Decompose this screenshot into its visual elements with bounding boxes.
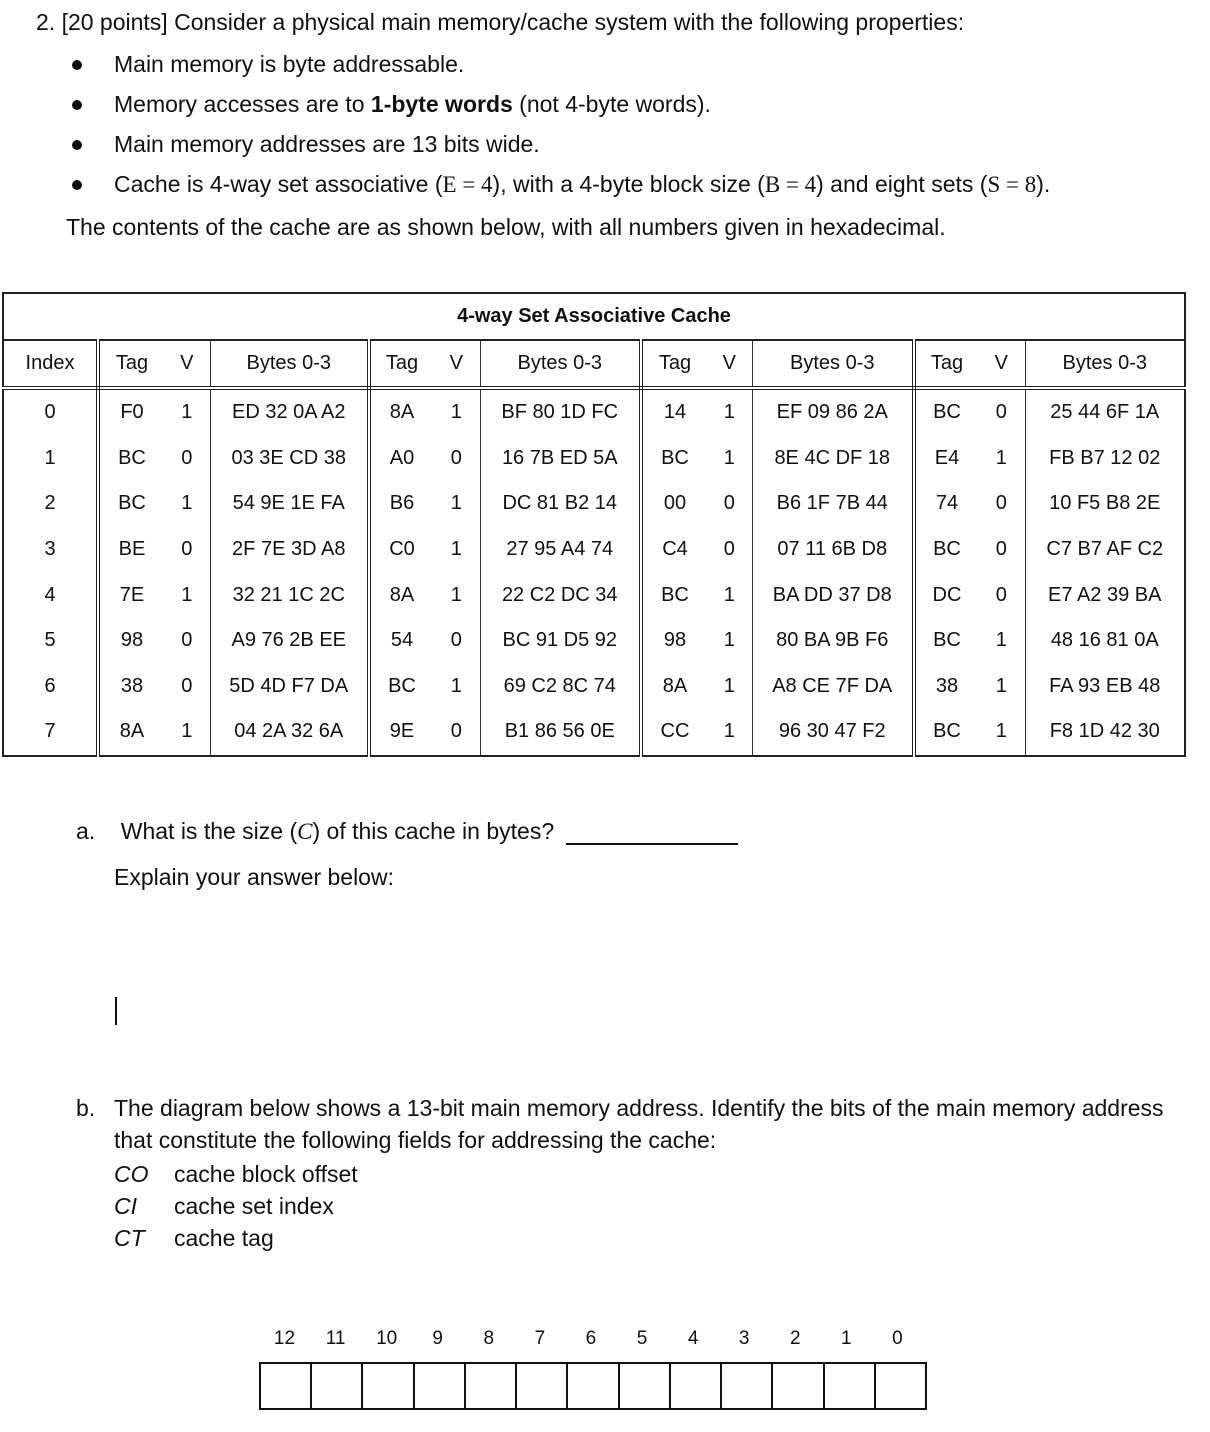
set-index: 0: [3, 388, 98, 436]
problem-heading: 2. [20 points] Consider a physical main memory/cache system with the following properties:: [36, 9, 965, 35]
set-index: 7: [3, 709, 98, 756]
tag-cell: C4: [662, 538, 688, 561]
property-item: [72, 44, 1050, 84]
cache-set-row: [3, 572, 1185, 618]
tag-cell: 8A: [389, 583, 415, 606]
tag-cell: 8A: [389, 401, 415, 424]
tag-cell: A0: [389, 446, 415, 469]
property-text: Cache is 4-way set associative (: [114, 171, 443, 197]
bytes-cell: FB B7 12 02: [1025, 436, 1185, 482]
header-bytes: Bytes 0-3: [752, 340, 914, 388]
bytes-cell: 27 95 A4 74: [480, 527, 641, 573]
valid-cell: 1: [707, 664, 752, 710]
tag-cell: CC: [641, 709, 707, 756]
header-tag: Tag: [98, 340, 164, 388]
tag-cell: BC: [661, 583, 689, 606]
bytes-cell: E7 A2 39 BA: [1025, 572, 1185, 618]
header-tag: Tag: [914, 340, 978, 388]
valid-cell: 0: [164, 436, 210, 482]
property-text: Main memory addresses are 13 bits wide.: [114, 131, 540, 157]
valid-cell: 1: [978, 618, 1025, 664]
field-desc: cache set index: [174, 1193, 334, 1219]
bytes-cell: 22 C2 DC 34: [480, 572, 641, 618]
tag-cell: 9E: [369, 709, 433, 756]
address-bit-box[interactable]: [312, 1364, 363, 1408]
bit-position-label: 7: [534, 1328, 546, 1349]
bytes-cell: B6 1F 7B 44: [752, 481, 914, 527]
answer-blank[interactable]: [566, 819, 738, 845]
tag-cell: 7E: [119, 583, 145, 606]
tag-cell: BC: [933, 538, 961, 561]
bytes-cell: 03 3E CD 38: [210, 436, 369, 482]
bytes-cell: FA 93 EB 48: [1025, 664, 1185, 710]
set-index: 3: [3, 527, 98, 573]
cache-table-title: 4-way Set Associative Cache: [3, 293, 1185, 340]
tag-cell: 38: [935, 674, 959, 697]
bytes-cell: BF 80 1D FC: [480, 388, 641, 436]
bytes-cell: A9 76 2B EE: [210, 618, 369, 664]
tag-cell: 00: [663, 492, 687, 515]
valid-cell: 0: [164, 664, 210, 710]
valid-cell: 0: [978, 572, 1025, 618]
property-text: ).: [1036, 171, 1051, 197]
valid-cell: 1: [978, 436, 1025, 482]
cache-set-row: [3, 664, 1185, 710]
property-text: Main memory is byte addressable.: [114, 51, 465, 77]
tag-cell: 98: [663, 629, 687, 652]
question-a-label: a.: [76, 818, 96, 844]
bit-position-label: 3: [738, 1328, 750, 1349]
tag-cell: DC: [932, 583, 962, 606]
header-valid: V: [433, 340, 480, 388]
bit-position-label: 5: [636, 1328, 648, 1349]
valid-cell: 1: [164, 572, 210, 618]
header-valid: V: [164, 340, 210, 388]
cache-set-row: [3, 709, 1185, 756]
cache-set-row: [3, 436, 1185, 482]
bytes-cell: 25 44 6F 1A: [1025, 388, 1185, 436]
property-text: ) and eight sets (: [816, 171, 988, 197]
tag-cell: 14: [663, 401, 687, 424]
question-a: [76, 818, 738, 845]
valid-cell: 0: [164, 618, 210, 664]
address-bit-box[interactable]: [466, 1364, 517, 1408]
bit-position-label: 12: [273, 1328, 296, 1349]
bytes-cell: A8 CE 7F DA: [752, 664, 914, 710]
set-index: 4: [3, 572, 98, 618]
valid-cell: 0: [433, 709, 480, 756]
bytes-cell: B1 86 56 0E: [480, 709, 641, 756]
bytes-cell: 10 F5 B8 2E: [1025, 481, 1185, 527]
tag-cell: BC: [933, 629, 961, 652]
property-item: [72, 84, 1050, 124]
bytes-cell: 04 2A 32 6A: [210, 709, 369, 756]
bytes-cell: 54 9E 1E FA: [210, 481, 369, 527]
bytes-cell: 2F 7E 3D A8: [210, 527, 369, 573]
field-abbr: CI: [114, 1193, 137, 1219]
tag-cell: BC: [118, 492, 146, 515]
address-bit-box[interactable]: [620, 1364, 671, 1408]
bytes-cell: 80 BA 9B F6: [752, 618, 914, 664]
bytes-cell: 96 30 47 F2: [752, 709, 914, 756]
cache-set-row: [3, 481, 1185, 527]
bit-position-label: 11: [325, 1328, 346, 1349]
property-list: [72, 44, 1050, 204]
tag-cell: 54: [390, 629, 414, 652]
bytes-cell: BC 91 D5 92: [480, 618, 641, 664]
math-s: S = 8: [987, 172, 1037, 197]
set-index: 6: [3, 664, 98, 710]
bit-position-labels: [259, 1328, 925, 1356]
table-intro: The contents of the cache are as shown below, with all numbers given in hexadecimal.: [66, 214, 946, 240]
bytes-cell: 48 16 81 0A: [1025, 618, 1185, 664]
field-definition: [114, 1158, 358, 1190]
field-list: [114, 1158, 358, 1254]
property-item: [72, 164, 1050, 204]
header-valid: V: [978, 340, 1025, 388]
valid-cell: 1: [707, 436, 752, 482]
valid-cell: 0: [707, 527, 752, 573]
cache-set-row: [3, 527, 1185, 573]
bit-position-label: 8: [483, 1328, 495, 1349]
explain-prompt: Explain your answer below:: [114, 864, 394, 890]
bytes-cell: 69 C2 8C 74: [480, 664, 641, 710]
bit-position-label: 4: [687, 1328, 699, 1349]
cache-set-row: [3, 388, 1185, 436]
address-bit-box[interactable]: [415, 1364, 466, 1408]
bit-position-label: 1: [841, 1328, 852, 1349]
bytes-cell: 32 21 1C 2C: [210, 572, 369, 618]
address-bit-box[interactable]: [363, 1364, 414, 1408]
bit-position-label: 10: [376, 1328, 398, 1349]
question-a-text: ) of this cache in bytes?: [312, 818, 555, 844]
address-bit-box[interactable]: [876, 1364, 925, 1408]
bit-position-label: 6: [585, 1328, 597, 1349]
property-item: [72, 124, 1050, 164]
bit-position-label: 9: [432, 1328, 443, 1349]
header-bytes: Bytes 0-3: [210, 340, 369, 388]
valid-cell: 1: [164, 388, 210, 436]
property-text: Memory accesses are to: [114, 91, 371, 117]
cache-table: [2, 292, 1186, 757]
bytes-cell: 8E 4C DF 18: [752, 436, 914, 482]
math-c: C: [297, 819, 313, 844]
bytes-cell: 5D 4D F7 DA: [210, 664, 369, 710]
valid-cell: 1: [164, 709, 210, 756]
field-definition: [114, 1222, 358, 1254]
field-desc: cache tag: [174, 1225, 274, 1251]
valid-cell: 1: [433, 664, 480, 710]
valid-cell: 0: [164, 527, 210, 573]
valid-cell: 1: [433, 388, 480, 436]
bytes-cell: C7 B7 AF C2: [1025, 527, 1185, 573]
math-e: E = 4: [442, 172, 493, 197]
math-b: B = 4: [764, 172, 817, 197]
header-bytes: Bytes 0-3: [480, 340, 641, 388]
address-bit-box[interactable]: [568, 1364, 619, 1408]
address-bit-box[interactable]: [671, 1364, 722, 1408]
valid-cell: 0: [978, 527, 1025, 573]
bytes-cell: 16 7B ED 5A: [480, 436, 641, 482]
bytes-cell: EF 09 86 2A: [752, 388, 914, 436]
bytes-cell: ED 32 0A A2: [210, 388, 369, 436]
question-b-label: b.: [76, 1095, 96, 1121]
valid-cell: 0: [707, 481, 752, 527]
address-bit-box[interactable]: [261, 1364, 312, 1408]
text-cursor[interactable]: [115, 997, 117, 1025]
address-bit-box[interactable]: [517, 1364, 568, 1408]
valid-cell: 1: [433, 572, 480, 618]
tag-cell: C0: [389, 538, 415, 561]
tag-cell: 74: [935, 492, 959, 515]
property-text: (not 4-byte words).: [512, 91, 711, 117]
property-bold-text: 1-byte words: [370, 91, 513, 117]
header-bytes: Bytes 0-3: [1025, 340, 1185, 388]
valid-cell: 0: [978, 481, 1025, 527]
valid-cell: 1: [978, 709, 1025, 756]
tag-cell: B6: [389, 492, 415, 515]
bit-position-label: 0: [892, 1328, 903, 1349]
header-tag: Tag: [641, 340, 707, 388]
valid-cell: 1: [707, 388, 752, 436]
tag-cell: 38: [120, 674, 144, 697]
tag-cell: 8A: [662, 674, 688, 697]
tag-cell: BC: [118, 446, 146, 469]
tag-cell: F0: [120, 401, 144, 424]
question-a-text: What is the size (: [120, 818, 298, 844]
address-bit-diagram: [259, 1362, 927, 1410]
tag-cell: BC: [388, 674, 416, 697]
field-abbr: CT: [114, 1225, 145, 1251]
header-tag: Tag: [369, 340, 433, 388]
tag-cell: 8A: [98, 709, 164, 756]
address-bit-box[interactable]: [722, 1364, 773, 1408]
valid-cell: 0: [433, 436, 480, 482]
tag-cell: BC: [661, 446, 689, 469]
question-b: [76, 1092, 1176, 1156]
valid-cell: 0: [978, 388, 1025, 436]
field-desc: cache block offset: [174, 1161, 358, 1187]
bytes-cell: 07 11 6B D8: [752, 527, 914, 573]
header-index: Index: [3, 340, 98, 388]
valid-cell: 1: [978, 664, 1025, 710]
valid-cell: 1: [433, 527, 480, 573]
set-index: 2: [3, 481, 98, 527]
address-bit-box[interactable]: [773, 1364, 824, 1408]
valid-cell: 1: [707, 572, 752, 618]
bytes-cell: DC 81 B2 14: [480, 481, 641, 527]
tag-cell: BC: [933, 401, 961, 424]
bytes-cell: BA DD 37 D8: [752, 572, 914, 618]
set-index: 5: [3, 618, 98, 664]
tag-cell: BE: [118, 538, 146, 561]
valid-cell: 1: [164, 481, 210, 527]
tag-cell: BC: [914, 709, 978, 756]
cache-set-row: [3, 618, 1185, 664]
valid-cell: 1: [707, 709, 752, 756]
address-bit-box[interactable]: [825, 1364, 876, 1408]
field-definition: [114, 1190, 358, 1222]
set-index: 1: [3, 436, 98, 482]
question-b-text: The diagram below shows a 13-bit main memory address. Identify the bits of the main memory address that constitute the following fields for addressing the cache:: [114, 1095, 1164, 1153]
tag-cell: 98: [120, 629, 144, 652]
field-abbr: CO: [114, 1161, 149, 1187]
property-text: ), with a 4-byte block size (: [492, 171, 765, 197]
header-valid: V: [707, 340, 752, 388]
valid-cell: 0: [433, 618, 480, 664]
bytes-cell: F8 1D 42 30: [1025, 709, 1185, 756]
bit-position-label: 2: [789, 1328, 801, 1349]
tag-cell: E4: [934, 446, 960, 469]
valid-cell: 1: [433, 481, 480, 527]
valid-cell: 1: [707, 618, 752, 664]
